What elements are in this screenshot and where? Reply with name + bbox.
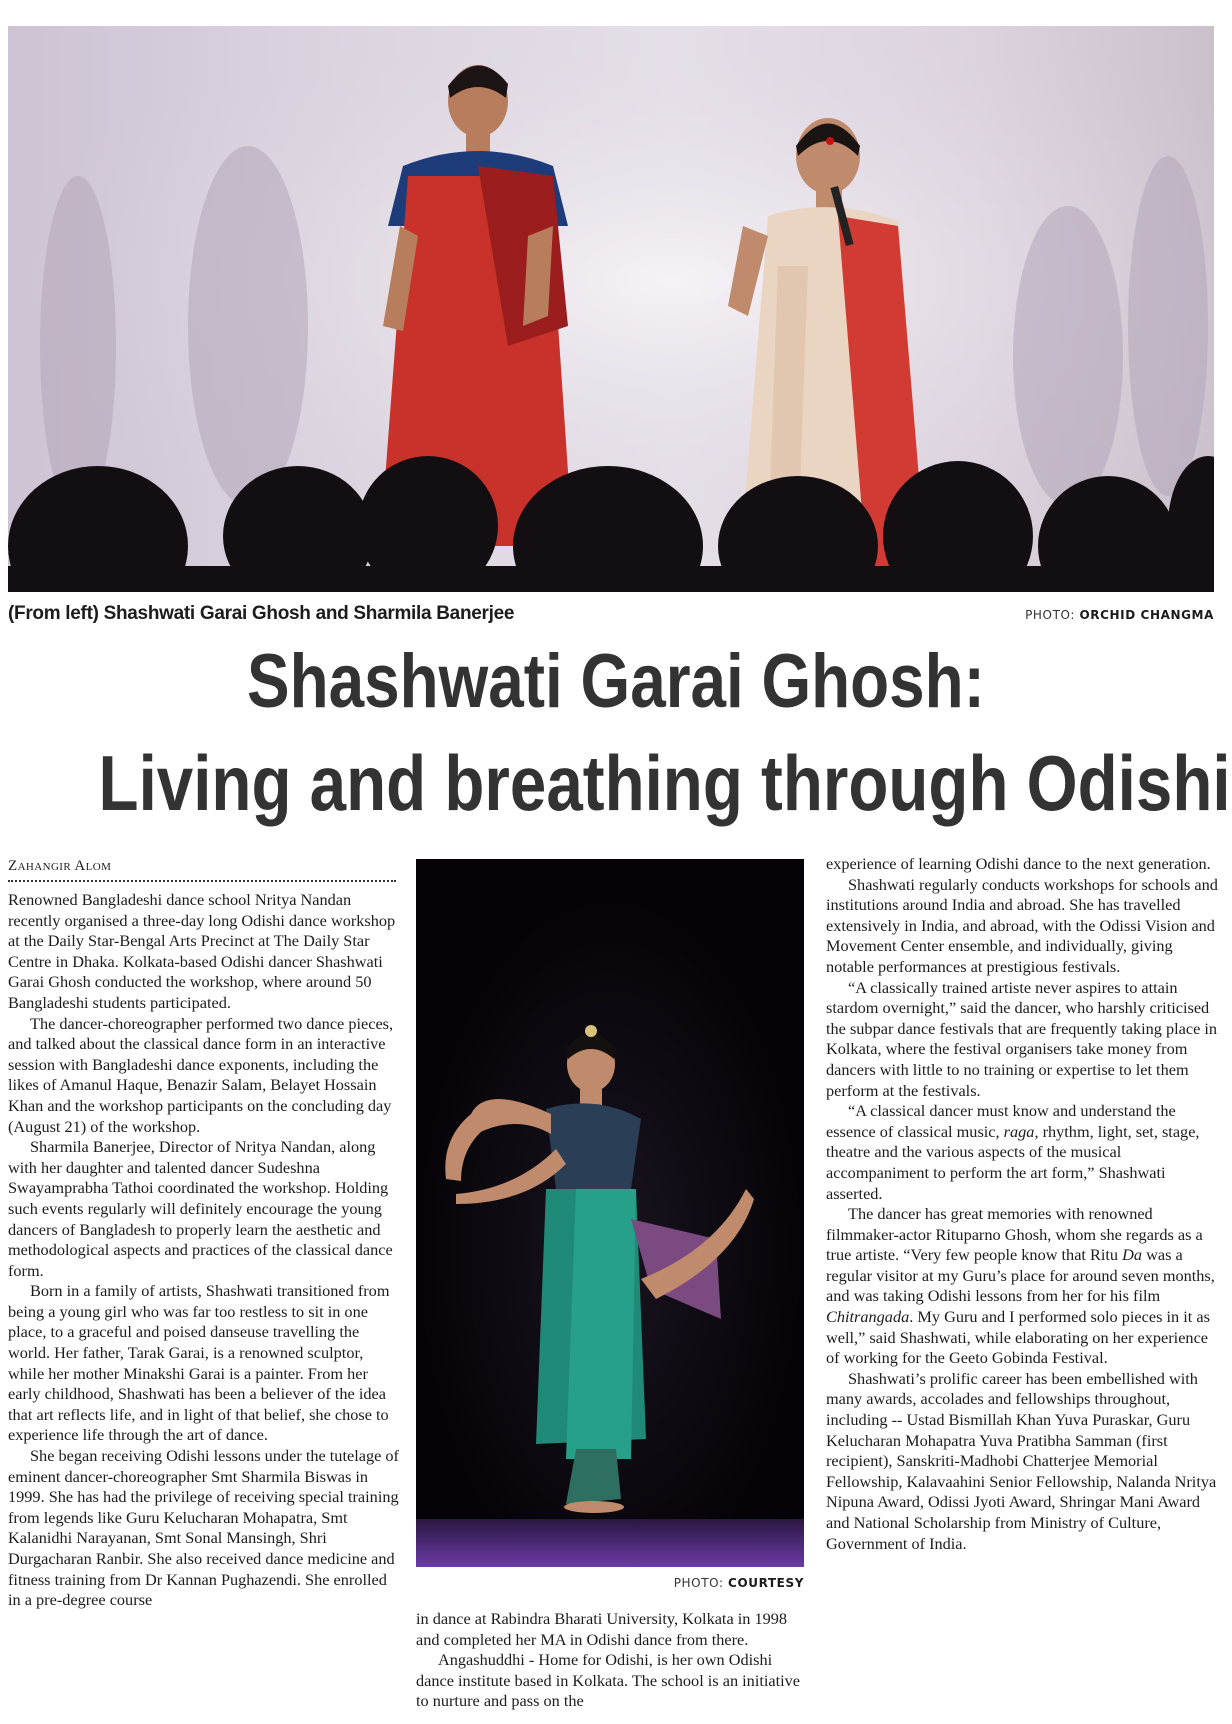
article-column-2	[416, 1609, 804, 1724]
headline-line-1: Shashwati Garai Ghosh:	[247, 639, 985, 724]
italic-term: raga	[1003, 1121, 1035, 1141]
italic-term: Da	[1122, 1245, 1143, 1265]
paragraph	[826, 1204, 1218, 1369]
inline-photo-credit-name: COURTESY	[728, 1576, 804, 1590]
paragraph: Shashwati’s prolific career has been embellished with many awards, accolades and fellowships throughout, including -- Ustad Bismillah Khan Yuva Puraskar, Guru Kelucharan Mohapatra Yuva Pratibha Samman (first recipient), Sanskriti-Madhobi Chatterjee Memorial Fellowship, Kalavaahini Senior Fellowship, Nalanda Nritya Nipuna Award, Odissi Jyoti Award, Shringar Mani Award and National Scholarship from Ministry of Culture, Government of India.	[826, 1368, 1217, 1553]
byline: Zahangir Alom	[8, 858, 396, 882]
paragraph: “A classically trained artiste never aspires to attain stardom overnight,” said the dancer, who harshly criticised the subpar dance festivals that are frequently taking place in Kolkata, where the festival organisers take money from dancers with little to no training or expertise to let them perform at the festivals.	[826, 977, 1218, 1100]
photo-credit	[1025, 608, 1214, 622]
text-run: . My Guru and I performed solo pieces in it as well,” said Shashwati, while elaborating on her experience of working for the Geeto Gobinda Festival.	[826, 1307, 1210, 1368]
inline-photo-credit	[620, 1576, 804, 1590]
paragraph: Sharmila Banerjee, Director of Nritya Nandan, along with her daughter and talented dancer Sudeshna Swayamprabha Tathoi coordinated the workshop. Holding such events regularly will definitely encourage the young dancers of Bangladesh to properly learn the aesthetic and methodological aspects and practices of the classical dance form.	[8, 1137, 393, 1280]
text-run: “A classical dancer must know and understand the essence of classical music,	[826, 1101, 1176, 1141]
paragraph	[826, 1101, 1218, 1204]
italic-film-title: Chitrangada	[826, 1307, 910, 1327]
headline-line-2: Living and breathing through Odishi	[98, 739, 1231, 827]
article-column-3	[826, 854, 1218, 1724]
dance-photo	[416, 859, 804, 1567]
top-photo	[8, 26, 1214, 592]
paragraph: in dance at Rabindra Bharati University, Kolkata in 1998 and completed her MA in Odishi dance from there.	[416, 1609, 788, 1649]
paragraph: experience of learning Odishi dance to the next generation.	[826, 854, 1211, 873]
photo-caption: (From left) Shashwati Garai Ghosh and Sharmila Banerjee	[8, 603, 515, 624]
photo-credit-label: PHOTO:	[1025, 608, 1076, 622]
text-run: The dancer has great memories with renowned filmmaker-actor Rituparno Ghosh, whom she regards as a true artiste. “Very few people know that Ritu	[826, 1204, 1203, 1265]
article-column-1	[8, 890, 400, 1724]
text-run: was a regular visitor at my Guru’s place for around seven months, and was taking Odishi lessons from her for his film	[826, 1245, 1215, 1306]
paragraph: Angashuddhi - Home for Odishi, is her own Odishi dance institute based in Kolkata. The school is an initiative to nurture and pass on the	[416, 1650, 801, 1711]
inline-photo-credit-label: PHOTO:	[673, 1576, 724, 1590]
paragraph: The dancer-choreographer performed two dance pieces, and talked about the classical dance form in an interactive session with Bangladeshi dance exponents, including the likes of Amanul Haque, Benazir Salam, Belayet Hossain Khan and the workshop participants on the concluding day (August 21) of the workshop.	[8, 1013, 394, 1136]
paragraph: She began receiving Odishi lessons under the tutelage of eminent dancer-choreographer Smt Sharmila Biswas in 1999. She has had the privilege of receiving special training from legends like Guru Kelucharan Mohapatra, Smt Kalanidhi Narayanan, Smt Sonal Mansingh, Shri Durgacharan Ranbir. She also received dance medicine and fitness training from Dr Kannan Pughazendi. She enrolled in a pre-degree course	[8, 1446, 399, 1610]
paragraph: Born in a family of artists, Shashwati transitioned from being a young girl who was far too restless to sit in one place, to a graceful and poised danseuse travelling the world. Her father, Tarak Garai, is a renowned sculptor, while her mother Minakshi Garai is a painter. From her early childhood, Shashwati has been a believer of the idea that art reflects life, and in light of that belief, she chose to experience life through the art of dance.	[8, 1281, 390, 1445]
text-run: , rhythm, light, set, stage, theatre and the various aspects of the musical accompaniment to perform the art form,” Shashwati asserted.	[826, 1121, 1200, 1203]
photo-credit-name: ORCHID CHANGMA	[1079, 608, 1214, 622]
paragraph: Shashwati regularly conducts workshops for schools and institutions around India and abroad. She has travelled extensively in India, and abroad, with the Odissi Vision and Movement Center ensemble, and individually, giving notable performances at prestigious festivals.	[826, 874, 1218, 976]
paragraph: Renowned Bangladeshi dance school Nritya Nandan recently organised a three-day long Odishi dance workshop at the Daily Star-Bengal Arts Precinct at The Daily Star Centre in Dhaka. Kolkata-based Odishi dancer Shashwati Garai Ghosh conducted the workshop, where around 50 Bangladeshi students participated.	[8, 890, 396, 1012]
